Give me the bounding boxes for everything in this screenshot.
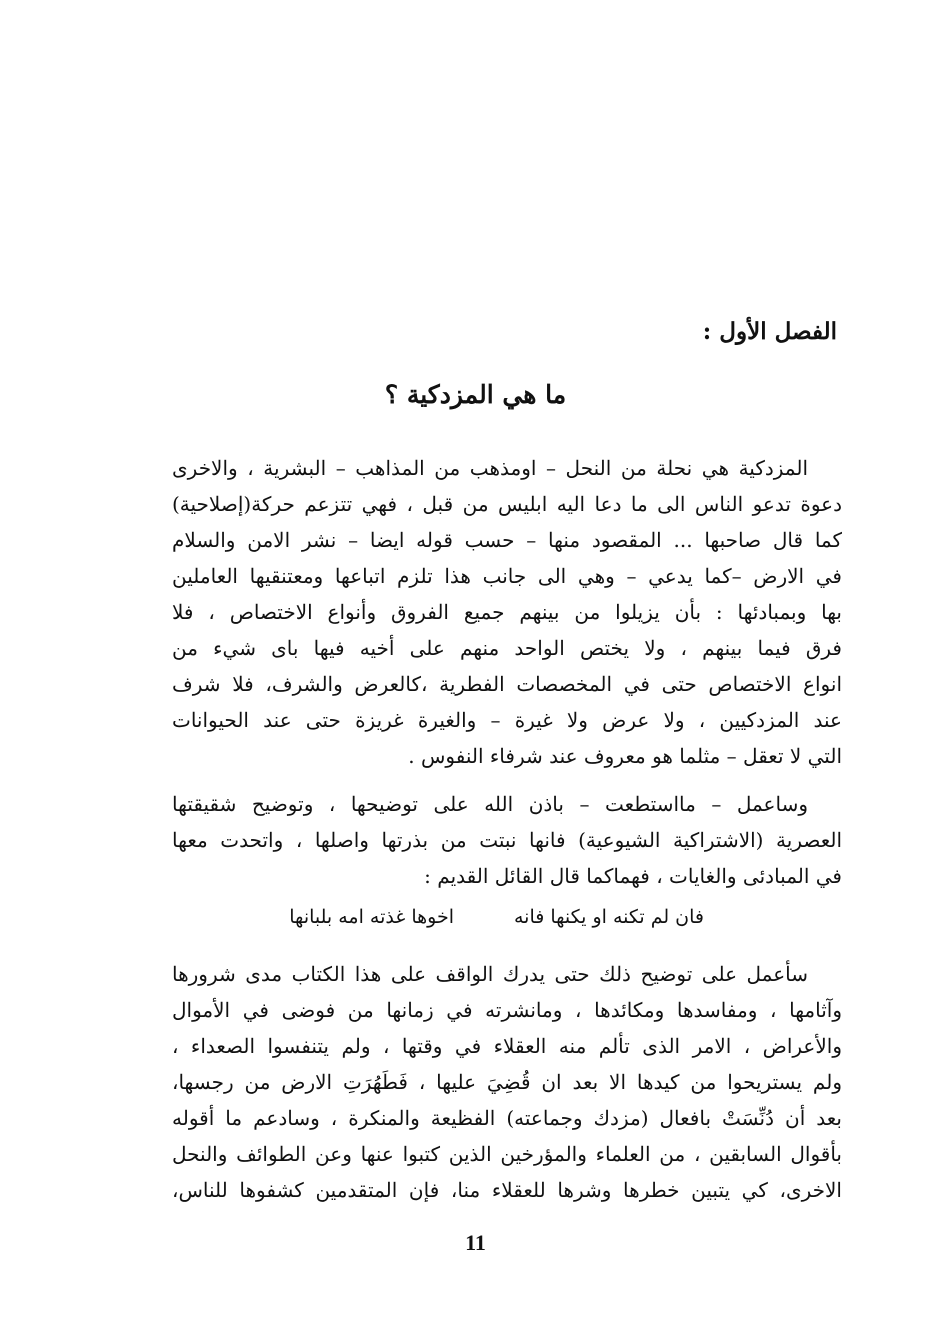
text-line: وآثامها ، ومفاسدها ومكائدها ، ومانشرته في زمانها من فوضى في الأموال (172, 998, 842, 1022)
text-line: بها وبمبادئها : بأن يزيلوا من بينهم جميع الفروق وأنواع الاختصاص ، فلا (172, 600, 842, 624)
text-line: والأعراض ، الامر الذى تألم منه العقلاء في وقتها ، ولم يتنفسوا الصعداء ، (172, 1034, 842, 1058)
text-line: دعوة تدعو الناس الى ما دعا اليه ابليس من قبل ، فهي تتزعم حركة(إصلاحية) (172, 492, 842, 516)
text-line: في الارض –كما يدعي – وهي الى جانب هذا تلزم اتباعها ومعتنقيها العاملين (172, 564, 842, 588)
text-line: الاخرى، كي يتبين خطرها وشرها للعقلاء منا، فإن المتقدمين كشفوها للناس، (172, 1178, 842, 1202)
verse-second-hemistich: اخوها غذته امه بلبانها (289, 906, 454, 928)
text-line: عند المزدكيين ، ولا عرض ولا غيرة – والغيرة غريزة حتى عند الحيوانات (172, 708, 842, 732)
page-number: 11 (465, 1230, 486, 1255)
text-line: انواع الاختصاص حتى في المخصصات الفطرية ،كالعرض والشرف، فلا شرف (172, 672, 842, 696)
text-line: ولم يستريحوا من كيدها الا بعد ان قُضِيَ عليها ، فَطَهُرَتِ الارض من رجسها، (172, 1070, 842, 1094)
text-line: بأقوال السابقين ، من العلماء والمؤرخين الذين كتبوا عنها وعن الطوائف والنحل (172, 1142, 842, 1166)
chapter-title: ما هي المزدكية ؟ (384, 380, 567, 409)
paragraph-3 (172, 956, 842, 1208)
text-line: في المبادئى والغايات ، فهماكما قال القائل القديم : (424, 864, 842, 888)
paragraph-1 (172, 450, 842, 774)
verse-first-hemistich: فان لم تكنه او يكنها فانه (513, 906, 704, 928)
paragraph-2 (172, 786, 842, 894)
text-line: العصرية (الاشتراكية الشيوعية) فانها نبتت من بذرتها واصلها ، واتحدت معها (172, 828, 842, 852)
text-line: بعد أن دُنِّسَتْ بافعال (مزدك وجماعته) الفظيعة والمنكرة ، وسادعم ما أقوله (172, 1106, 842, 1130)
text-line: سأعمل على توضيح ذلك حتى يدرك الواقف على هذا الكتاب مدى شرورها (172, 962, 808, 986)
chapter-label: الفصل الأول : (702, 318, 837, 345)
text-line: وساعمل – مااستطعت – باذن الله على توضيحها ، وتوضيح شقيقتها (172, 792, 808, 816)
text-line: المزدكية هي نحلة من النحل – اومذهب من المذاهب – البشرية ، والاخرى (172, 456, 808, 480)
text-line: كما قال صاحبها ... المقصود منها – حسب قوله ايضا – نشر الامن والسلام (172, 528, 842, 552)
text-line: التي لا تعقل – مثلما هو معروف عند شرفاء النفوس . (408, 744, 842, 768)
text-line: فرق فيما بينهم ، ولا يختص الواحد منهم على أخيه فيها باى شيء من (172, 636, 842, 660)
